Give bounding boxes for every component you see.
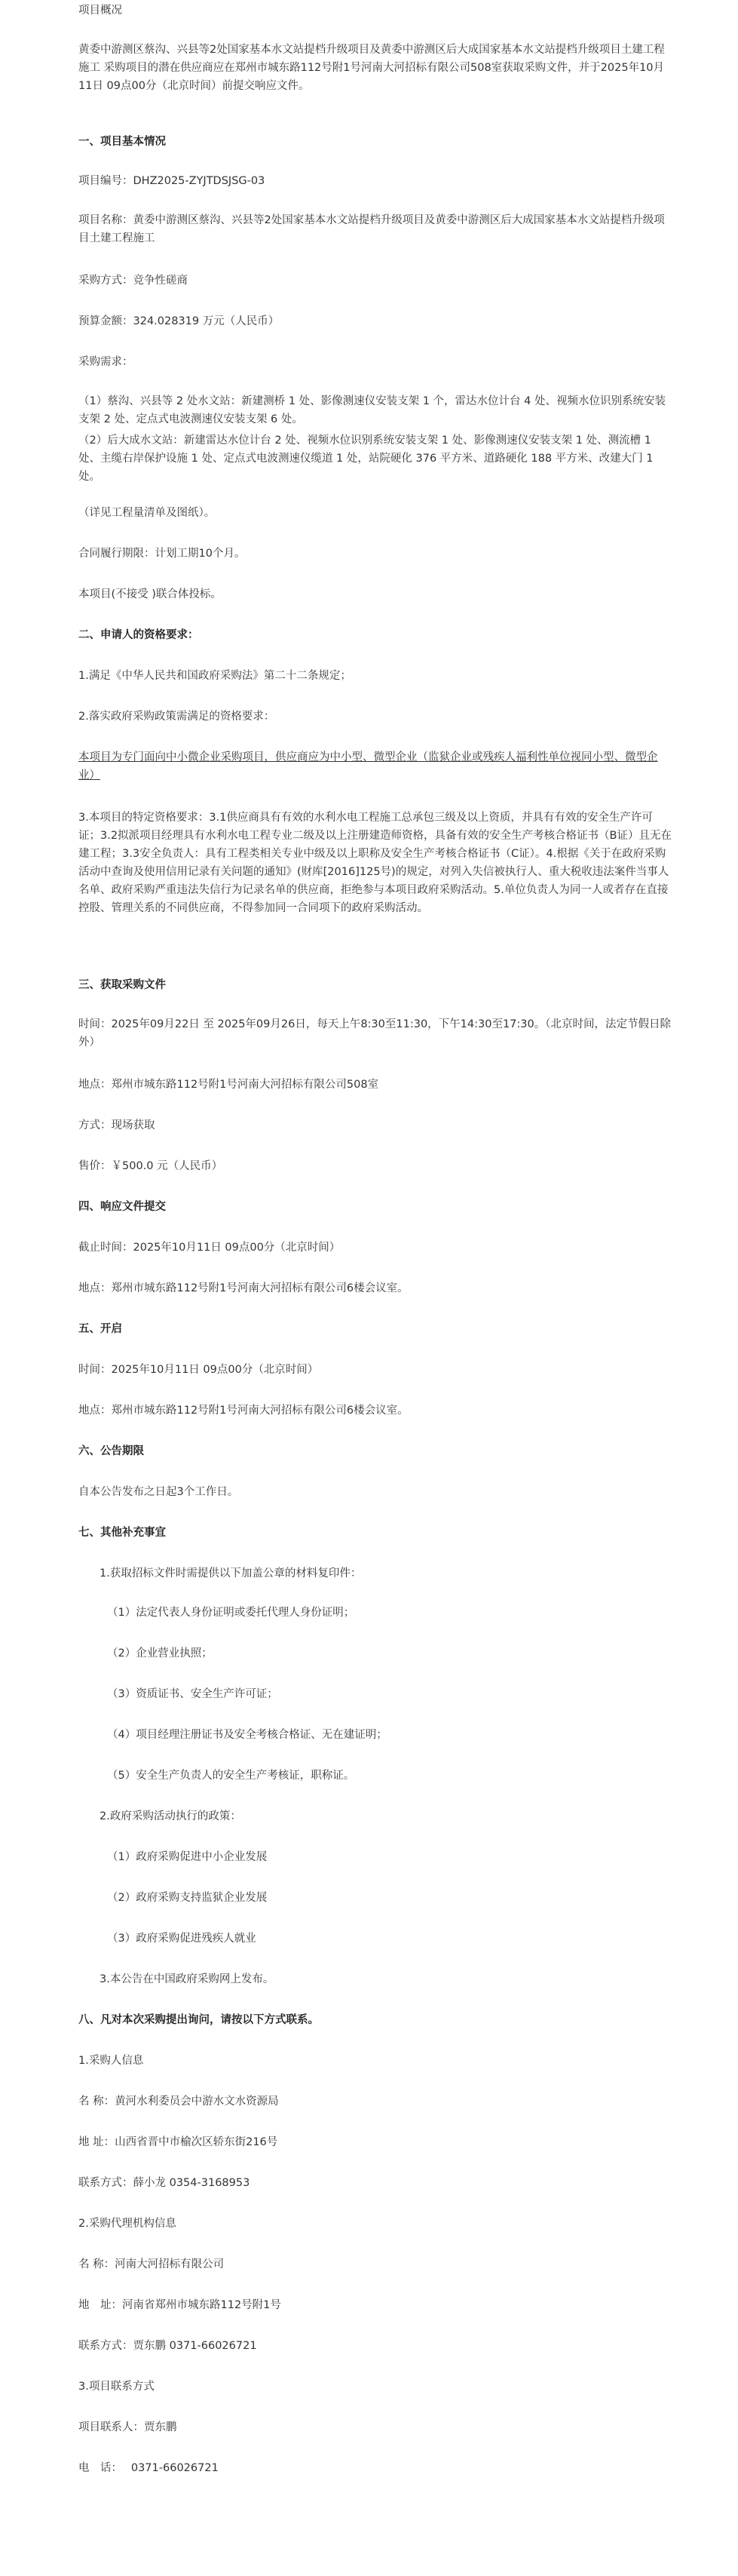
overview-body: 黄委中游测区蔡沟、兴县等2处国家基本水文站提档升级项目及黄委中游测区后大成国家基本水文站提档升级项目土建工程施工 采购项目的潜在供应商应在郑州市城东路112号附1号河南大河招标有限公司508室获取采购文件，并于2025年10月11日 09点00分（北京时间）前提交响应文件。 <box>78 44 665 92</box>
project-name: 项目名称：黄委中游测区蔡沟、兴县等2处国家基本水文站提档升级项目及黄委中游测区后大成国家基本水文站提档升级项目土建工程施工 <box>78 214 665 244</box>
policy-1: （1）政府采购促进中小企业发展 <box>107 1851 268 1863</box>
submission-place: 地点：郑州市城东路112号附1号河南大河招标有限公司6楼会议室。 <box>78 1282 409 1294</box>
qualification-1: 1.满足《中华人民共和国政府采购法》第二十二条规定； <box>78 670 351 682</box>
supplement-item-1: 1.获取招标文件时需提供以下加盖公章的材料复印件： <box>100 1567 362 1580</box>
agent-contact: 联系方式：贾东鹏 0371-66026721 <box>78 2340 257 2352</box>
project-contact-heading: 3.项目联系方式 <box>78 2381 155 2393</box>
agent-address: 地 址：河南省郑州市城东路112号附1号 <box>78 2299 281 2311</box>
supplement-sub-4: （4）项目经理注册证书及安全考核合格证、无在建证明； <box>107 1729 387 1741</box>
buyer-heading: 1.采购人信息 <box>78 2055 144 2067</box>
supplement-item-3: 3.本公告在中国政府采购网上发布。 <box>100 1973 274 1985</box>
policy-3: （3）政府采购促进残疾人就业 <box>107 1933 256 1945</box>
supplement-sub-5: （5）安全生产负责人的安全生产考核证，职称证。 <box>107 1770 355 1782</box>
section-2-title: 二、申请人的资格要求： <box>78 629 199 641</box>
section-8-title: 八、凡对本次采购提出询问，请按以下方式联系。 <box>78 2014 319 2026</box>
requirement-3: （详见工程量清单及图纸）。 <box>78 507 216 519</box>
obtain-way: 方式：现场获取 <box>78 1119 155 1131</box>
consortium-note: 本项目(不接受 )联合体投标。 <box>78 588 222 600</box>
requirement-1: （1）蔡沟、兴县等 2 处水文站：新建测桥 1 处、影像测速仪安装支架 1 个，雷达水位计台 4 处、视频水位识别系统安装支架 2 处、定点式电波测速仪安装支架 6 处。 <box>78 395 666 425</box>
supplement-sub-2: （2）企业营业执照； <box>107 1647 213 1660</box>
supplement-sub-3: （3）资质证书、安全生产许可证； <box>107 1688 278 1700</box>
contract-period: 合同履行期限：计划工期10个月。 <box>78 548 246 560</box>
agent-heading: 2.采购代理机构信息 <box>78 2218 176 2230</box>
buyer-address: 地 址：山西省晋中市榆次区轿东街216号 <box>78 2136 278 2148</box>
project-number: 项目编号：DHZ2025-ZYJTDSJSG-03 <box>78 175 265 187</box>
section-5-title: 五、开启 <box>78 1323 122 1335</box>
project-contact-phone: 电 话： 0371-66026721 <box>78 2462 219 2474</box>
qualification-2: 2.落实政府采购政策需满足的资格要求： <box>78 711 275 723</box>
opening-place: 地点：郑州市城东路112号附1号河南大河招标有限公司6楼会议室。 <box>78 1405 409 1417</box>
obtain-time: 时间：2025年09月22日 至 2025年09月26日，每天上午8:30至11:30，下午14:30至17:30。（北京时间，法定节假日除外） <box>78 1018 671 1049</box>
supplement-item-2: 2.政府采购活动执行的政策： <box>100 1810 241 1822</box>
obtain-place: 地点：郑州市城东路112号附1号河南大河招标有限公司508室 <box>78 1079 379 1091</box>
section-6-title: 六、公告期限 <box>78 1445 144 1457</box>
notice-period: 自本公告发布之日起3个工作日。 <box>78 1486 239 1498</box>
qualification-3: 3.本项目的特定资格要求：3.1供应商具有有效的水利水电工程施工总承包三级及以上资质，并具有有效的安全生产许可证；3.2拟派项目经理具有水利水电工程专业二级及以上注册建造师资格，具备有效的安全生产考核合格证书（B证）且无在建工程；3.3安全负责人：具有工程类相关专业中级及以上职称及安全生产考核合格证书（C证）。4.根据《关于在政府采购活动中查询及使用信用记录有关问题的通知》(财库[2016]125号)的规定，对列入失信被执行人、重大税收违法案件当事人名单、政府采购严重违法失信行为记录名单的供应商，拒绝参与本项目政府采购活动。5.单位负责人为同一人或者存在直接控股、管理关系的不同供应商，不得参加同一合同项下的政府采购活动。 <box>78 812 672 914</box>
requirements-label: 采购需求： <box>78 356 133 368</box>
document-price: 售价：￥500.0 元（人民币） <box>78 1160 223 1172</box>
opening-time: 时间：2025年10月11日 09点00分（北京时间） <box>78 1364 319 1376</box>
section-3-title: 三、获取采购文件 <box>78 979 166 991</box>
agent-name: 名 称：河南大河招标有限公司 <box>78 2258 225 2271</box>
section-4-title: 四、响应文件提交 <box>78 1201 166 1213</box>
section-7-title: 七、其他补充事宜 <box>78 1527 166 1539</box>
supplement-sub-1: （1）法定代表人身份证明或委托代理人身份证明； <box>107 1607 355 1619</box>
procurement-method: 采购方式：竞争性磋商 <box>78 275 188 287</box>
policy-2: （2）政府采购支持监狱企业发展 <box>107 1892 268 1904</box>
budget-amount: 预算金额：324.028319 万元（人民币） <box>78 315 280 327</box>
project-contact-person: 项目联系人：贾东鹏 <box>78 2421 177 2433</box>
submission-deadline: 截止时间：2025年10月11日 09点00分（北京时间） <box>78 1242 341 1254</box>
buyer-name: 名 称：黄河水利委员会中游水文水资源局 <box>78 2095 279 2108</box>
section-1-title: 一、项目基本情况 <box>78 136 166 148</box>
sme-requirement: 本项目为专门面向中小微企业采购项目，供应商应为中小型、微型企业（监狱企业或残疾人福利性单位视同小型、微型企业） <box>78 751 658 781</box>
buyer-contact: 联系方式：薛小龙 0354-3168953 <box>78 2177 250 2189</box>
overview-heading: 项目概况 <box>78 5 122 17</box>
requirement-2: （2）后大成水文站：新建雷达水位计台 2 处、视频水位识别系统安装支架 1 处、影像测速仪安装支架 1 处、测流槽 1 处、主缆右岸保护设施 1 处、定点式电波测速仪缆道 1 处，站院硬化 376 平方米、道路硬化 188 平方米、改建大门 1 处。 <box>78 434 654 483</box>
